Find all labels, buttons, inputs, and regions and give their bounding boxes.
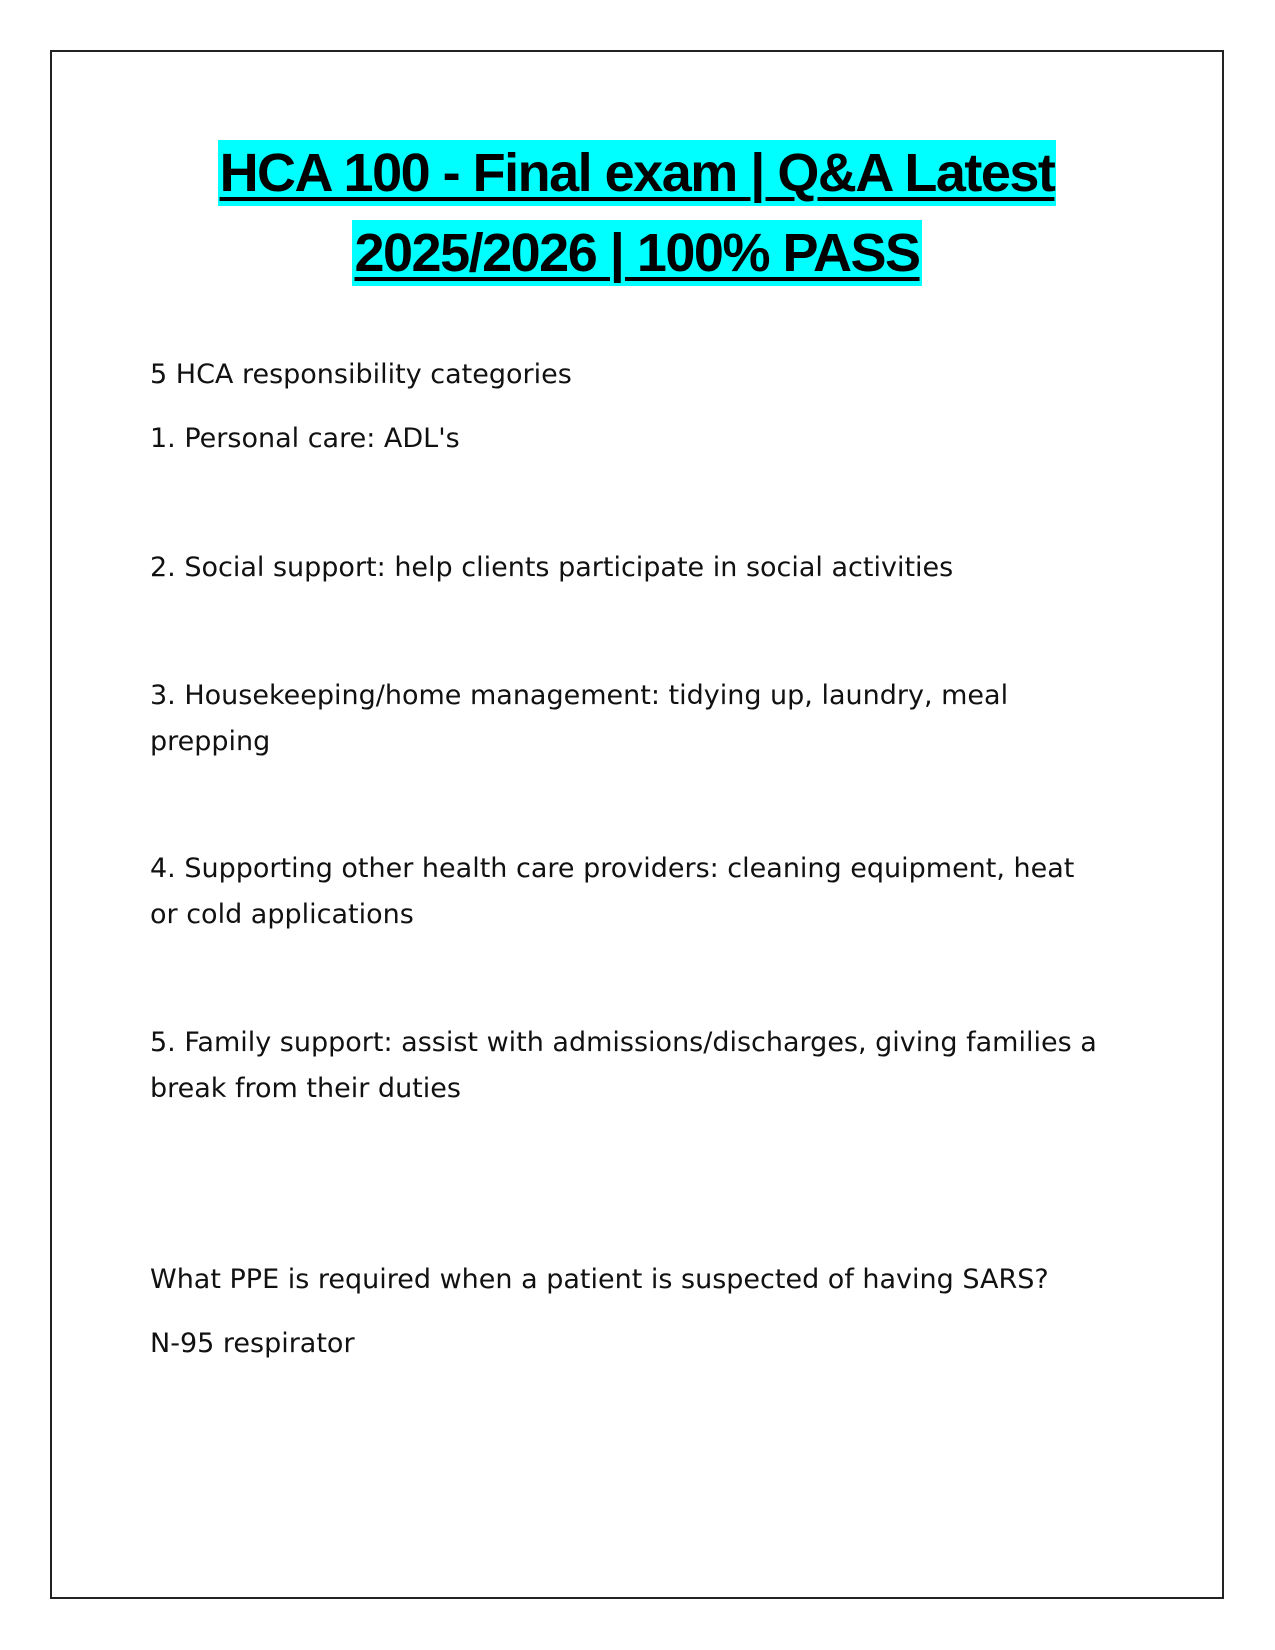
title-line-2: 2025/2026 | 100% PASS xyxy=(352,220,921,286)
title-line-1: HCA 100 - Final exam | Q&A Latest xyxy=(218,140,1057,206)
question-1: 5 HCA responsibility categories xyxy=(150,359,572,390)
answer-2: N-95 respirator xyxy=(150,1328,355,1359)
answer-1-item-4: 4. Supporting other health care providers: cleaning equipment, heat or cold applications xyxy=(150,853,1075,930)
question-2: What PPE is required when a patient is suspected of having SARS? xyxy=(150,1264,1049,1295)
answer-1-item-3: 3. Housekeeping/home management: tidying up, laundry, meal prepping xyxy=(150,680,1009,757)
answer-1-item-2: 2. Social support: help clients participate in social activities xyxy=(150,552,954,583)
answer-1-item-1: 1. Personal care: ADL's xyxy=(150,423,460,454)
document-title xyxy=(52,140,1222,300)
answer-1-item-5: 5. Family support: assist with admissions/discharges, giving families a break from their duties xyxy=(150,1027,1097,1104)
